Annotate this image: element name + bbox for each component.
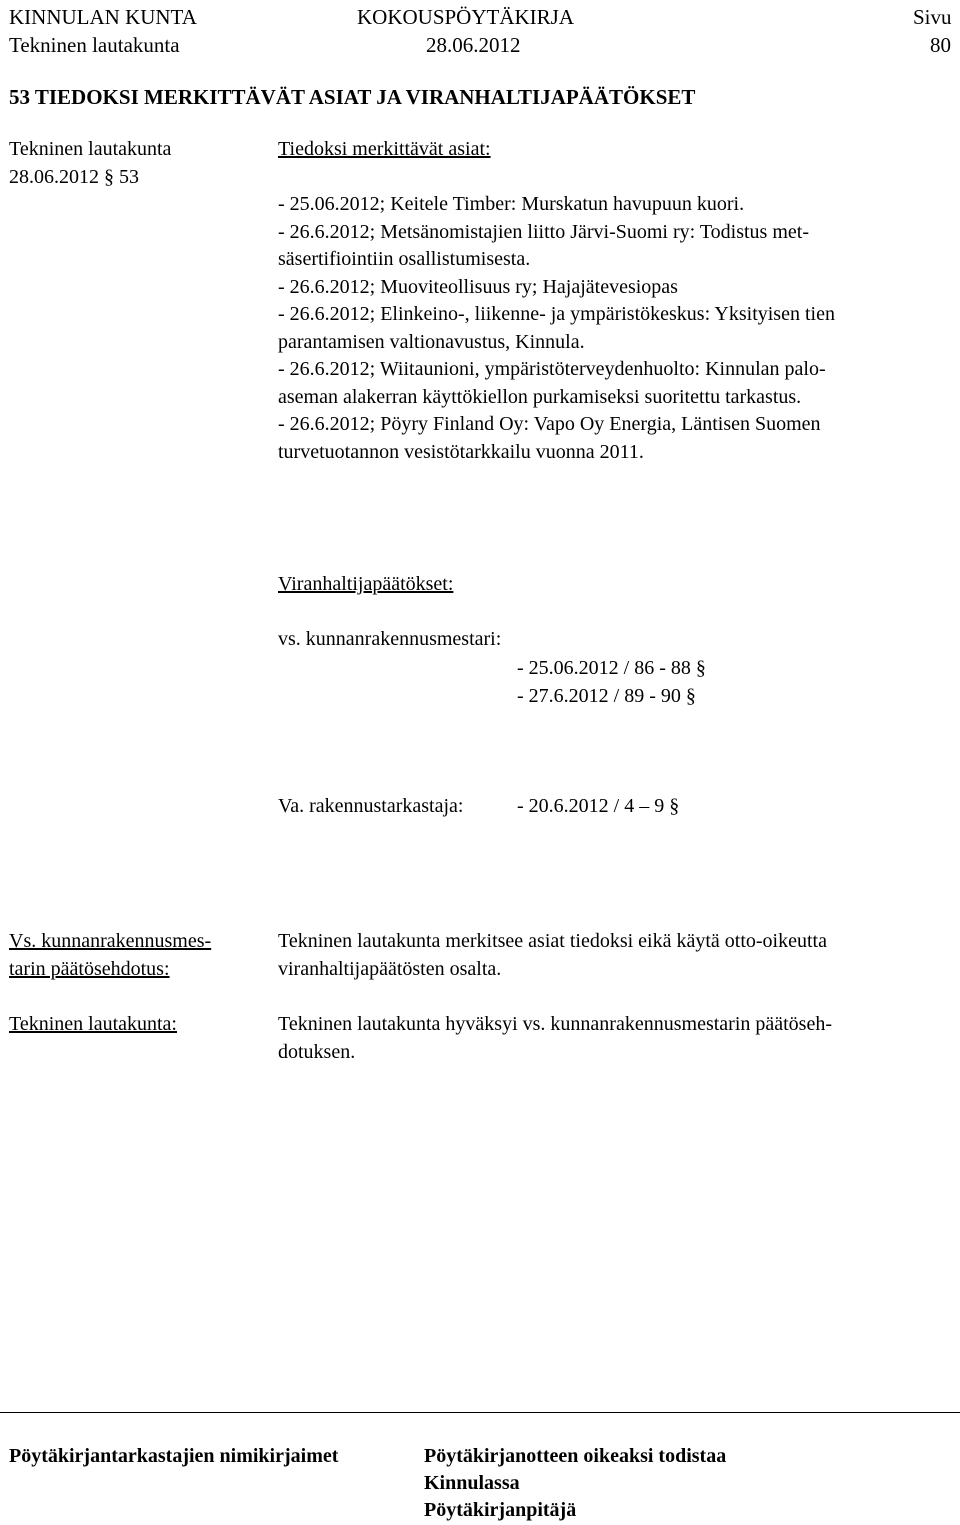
reference-board: Tekninen lautakunta [9,138,172,160]
document-type: KOKOUSPÖYTÄKIRJA [357,5,575,29]
proposal-label-line: tarin päätösehdotus: [9,957,170,980]
notice-line: - 26.6.2012; Metsänomistajien liitto Järvi-Suomi ry: Todistus met- [278,220,809,243]
footer-certification [424,1443,726,1524]
official-2-item: - 20.6.2012 / 4 – 9 § [517,795,680,817]
official-1-item: - 27.6.2012 / 89 - 90 § [517,685,696,707]
notice-line: - 26.6.2012; Muoviteollisuus ry; Hajajätevesiopas [278,275,678,298]
resolution-text [278,1011,832,1066]
notice-line: - 26.6.2012; Pöyry Finland Oy: Vapo Oy Energia, Läntisen Suomen [278,413,821,435]
notices-heading: Tiedoksi merkittävät asiat: [278,138,491,160]
resolution-label: Tekninen lautakunta: [9,1013,177,1035]
footer-inspectors-initials: Pöytäkirjantarkastajien nimikirjaimet [9,1445,339,1467]
meeting-date: 28.06.2012 [426,33,521,57]
official-2-title: Va. rakennustarkastaja: [278,795,464,817]
proposal-text-line: Tekninen lautakunta merkitsee asiat tiedoksi eikä käytä otto-oikeutta [278,930,827,952]
notice-line: - 26.6.2012; Wiitaunioni, ympäristöterveydenhuolto: Kinnulan palo- [278,358,826,380]
notice-line: - 25.06.2012; Keitele Timber: Murskatun havupuun kuori. [278,193,745,215]
notice-line: - 26.6.2012; Elinkeino-, liikenne- ja ympäristökeskus: Yksityisen tien [278,303,835,325]
municipality-name: KINNULAN KUNTA [9,5,197,29]
decisions-heading: Viranhaltijapäätökset: [278,573,454,595]
notice-line: turvetuotannon vesistötarkkailu vuonna 2011. [278,440,644,463]
footer-minutes-keeper: Pöytäkirjanpitäjä [424,1499,577,1521]
page-number: 80 [930,33,951,57]
section-reference [9,136,171,191]
proposal-text-line: viranhaltijapäätösten osalta. [278,957,502,980]
proposal-label-line: Vs. kunnanrakennusmes- [9,930,212,952]
resolution-text-line: dotuksen. [278,1040,356,1063]
reference-date-paragraph: 28.06.2012 § 53 [9,165,139,188]
page-label: Sivu [913,5,952,29]
footer-place: Kinnulassa [424,1472,520,1494]
notices-list [278,191,835,466]
board-name: Tekninen lautakunta [9,33,180,57]
notice-line: aseman alakerran käyttökiellon purkamiseksi suoritettu tarkastus. [278,385,802,408]
footer-certification-line: Pöytäkirjanotteen oikeaksi todistaa [424,1445,727,1467]
resolution-text-line: Tekninen lautakunta hyväksyi vs. kunnanrakennusmestarin päätöseh- [278,1013,833,1035]
official-1-item: - 25.06.2012 / 86 - 88 § [517,657,706,679]
proposal-text [278,928,827,983]
proposal-label [9,928,211,983]
footer-divider [0,1412,960,1413]
notice-line: säsertifiointiin osallistumisesta. [278,248,531,270]
section-title: 53 TIEDOKSI MERKITTÄVÄT ASIAT JA VIRANHALTIJAPÄÄTÖKSET [9,85,696,109]
official-1-title: vs. kunnanrakennusmestari: [278,628,502,650]
notice-line: parantamisen valtionavustus, Kinnula. [278,330,585,353]
